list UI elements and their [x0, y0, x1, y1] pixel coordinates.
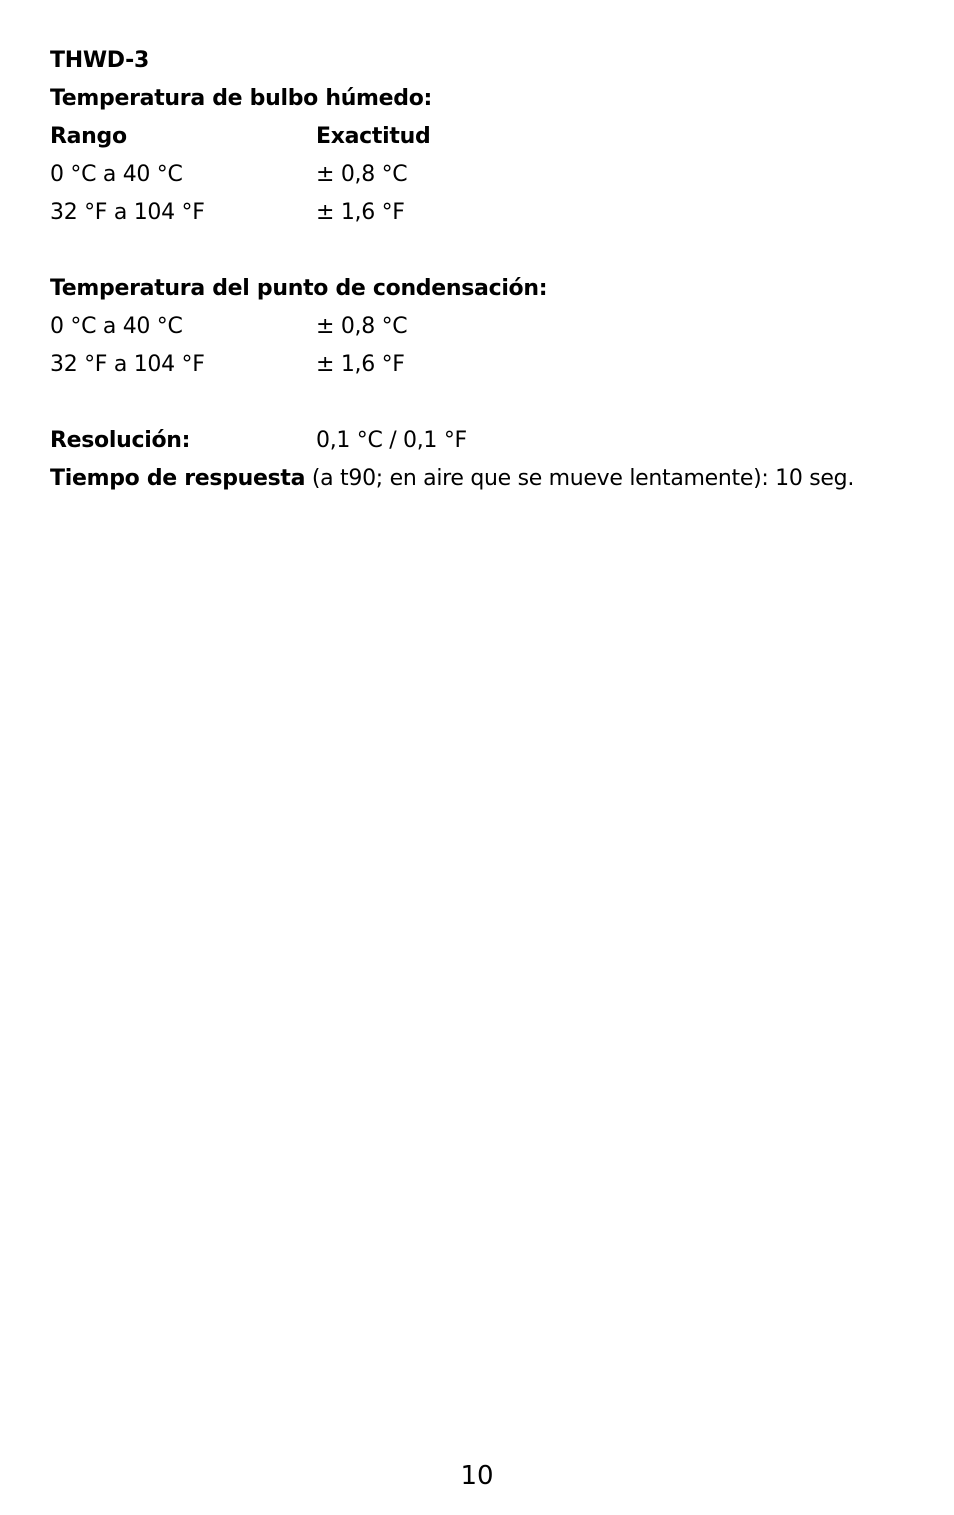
range-value: 32 °F a 104 °F [50, 200, 205, 225]
range-value: 32 °F a 104 °F [50, 352, 205, 377]
response-time-row [50, 460, 910, 498]
resolution-value: 0,1 °C / 0,1 °F [316, 428, 467, 453]
wet-bulb-row [50, 194, 910, 232]
range-value: 0 °C a 40 °C [50, 314, 183, 339]
range-value: 0 °C a 40 °C [50, 162, 183, 187]
dew-point-row [50, 346, 910, 384]
resolution-label: Resolución: [50, 428, 191, 453]
accuracy-value: ± 0,8 °C [316, 162, 408, 187]
accuracy-value: ± 1,6 °F [316, 352, 405, 377]
spacer [50, 384, 910, 422]
wet-bulb-column-headers [50, 118, 910, 156]
resolution-row [50, 422, 910, 460]
accuracy-column-header: Exactitud [316, 124, 431, 149]
dew-point-row [50, 308, 910, 346]
dew-point-heading: Temperatura del punto de condensación: [50, 276, 548, 301]
spec-page [50, 42, 910, 498]
accuracy-value: ± 0,8 °C [316, 314, 408, 339]
model-title: THWD-3 [50, 48, 149, 73]
wet-bulb-heading: Temperatura de bulbo húmedo: [50, 86, 433, 111]
spacer [50, 232, 910, 270]
wet-bulb-row [50, 156, 910, 194]
range-column-header: Rango [50, 124, 127, 149]
response-time-label: Tiempo de respuesta [50, 466, 306, 491]
response-time-value: (a t90; en aire que se mueve lentamente): 10 seg. [305, 466, 855, 491]
accuracy-value: ± 1,6 °F [316, 200, 405, 225]
page-number: 10 [460, 1461, 494, 1491]
